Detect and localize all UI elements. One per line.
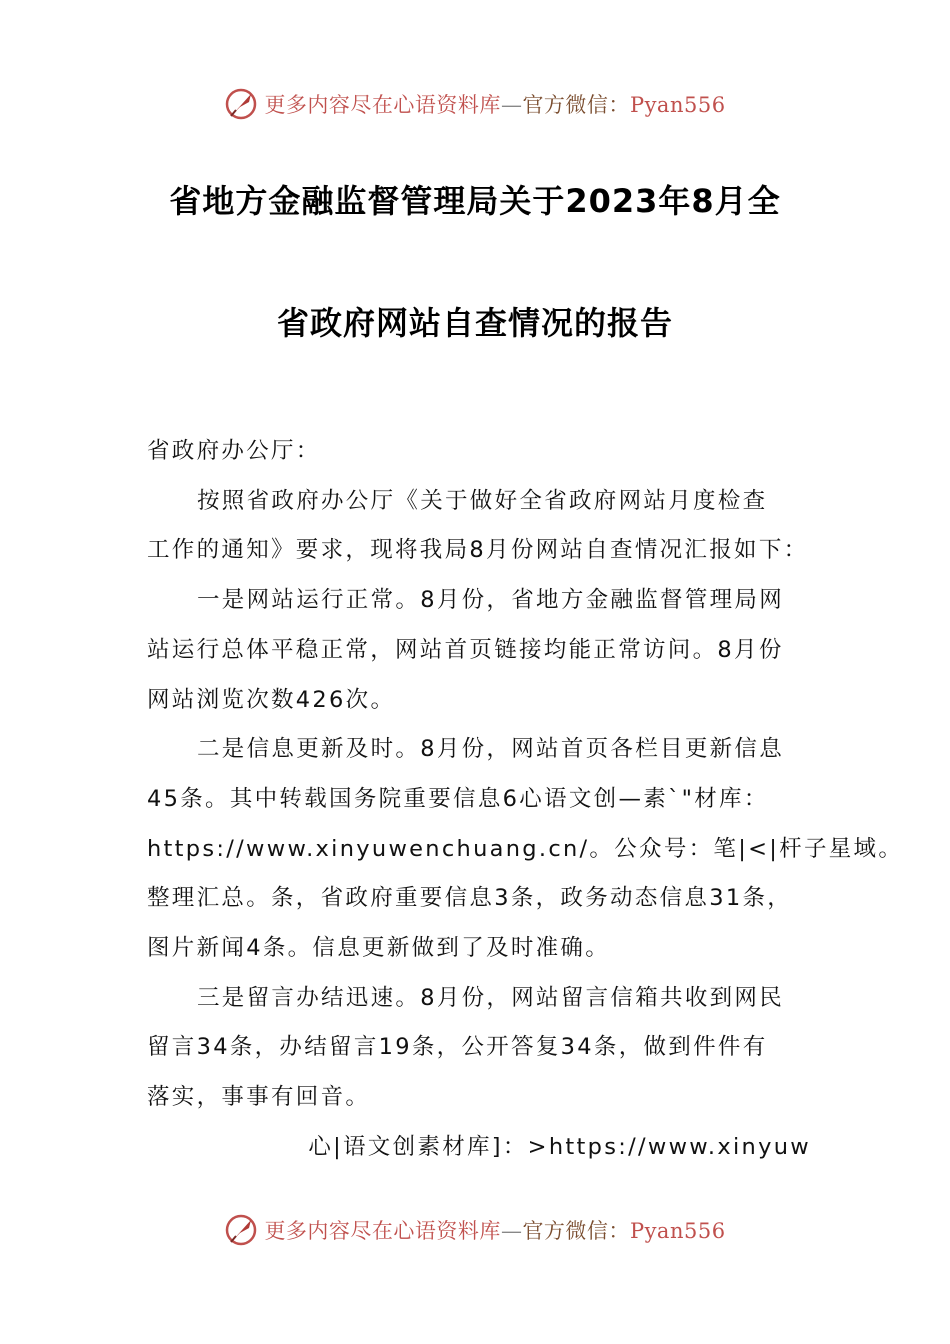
quill-pen-logo-icon [224, 87, 258, 121]
footer-watermark [0, 1210, 950, 1250]
body-line: 图片新闻4条。信息更新做到了及时准确。 [147, 935, 611, 962]
document-title-line-2: 省政府网站自查情况的报告 [276, 304, 673, 342]
body-line: 站运行总体平稳正常，网站首页链接均能正常访问。8月份 [147, 636, 784, 663]
document-body [147, 427, 904, 1173]
header-watermark [0, 84, 950, 124]
body-line: 按照省政府办公厅《关于做好全省政府网站月度检查 [197, 487, 768, 514]
quill-pen-logo-icon [224, 1213, 258, 1247]
document-title-line-1: 省地方金融监督管理局关于2023年8月全 [169, 182, 781, 220]
body-line: 三是留言办结迅速。8月份，网站留言信箱共收到网民 [197, 984, 785, 1011]
body-line: 落实，事事有回音。 [147, 1084, 371, 1111]
body-line: 留言34条，办结留言19条，公开答复34条，做到件件有 [147, 1034, 768, 1061]
body-line: 二是信息更新及时。8月份，网站首页各栏目更新信息 [197, 736, 785, 763]
body-line: 一是网站运行正常。8月份，省地方金融监督管理局网 [197, 587, 785, 614]
body-line-right: 心|语文创素材库]：>https://www.xinyuw [308, 1133, 811, 1160]
body-line: 工作的通知》要求，现将我局8月份网站自查情况汇报如下： [147, 537, 809, 564]
watermark-text: 更多内容尽在心语资料库—官方微信：Pyan556 [264, 93, 726, 117]
body-line: 45条。其中转载国务院重要信息6心语文创—素`"材库： [147, 785, 769, 812]
watermark-text: 更多内容尽在心语资料库—官方微信：Pyan556 [264, 1219, 726, 1243]
body-line: 整理汇总。条，省政府重要信息3条，政务动态信息31条， [147, 885, 793, 912]
salutation: 省政府办公厅： [147, 438, 321, 464]
body-line: https://www.xinyuwenchuang.cn/。公众号：笔|<|杆子星域。 [147, 835, 904, 862]
body-line: 网站浏览次数426次。 [147, 686, 396, 713]
